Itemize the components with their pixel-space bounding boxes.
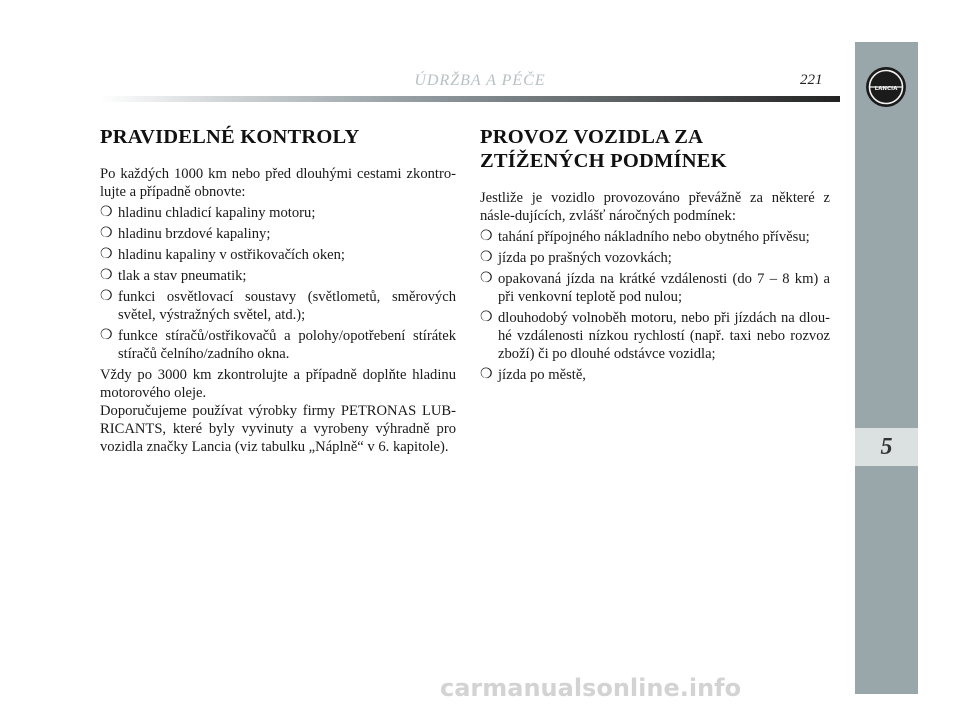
bullet-icon: ❍: [100, 205, 113, 220]
list-item: ❍ funkci osvětlovací soustavy (světlometů, směrových světel, výstražných světel, atd.);: [100, 289, 456, 323]
intro-paragraph: Jestliže je vozidlo provozováno převážně za některé z násle-dujících, zvlášť náročných podmínek:: [480, 190, 830, 224]
lancia-logo-icon: [864, 65, 908, 109]
chapter-tab[interactable]: 5: [855, 428, 918, 466]
recommendation-paragraph: Doporučujeme používat výrobky firmy PETRONAS LUB-RICANTS, které byly vyvinuty a vyrobeny výhradně pro vozidla značky Lancia (viz tabulku „Náplně“ v 6. kapitole).: [100, 403, 456, 455]
list-item: ❍ jízda po městě,: [480, 367, 586, 383]
conditions-list: [480, 228, 830, 384]
bullet-icon: ❍: [480, 250, 493, 265]
bullet-icon: ❍: [480, 310, 493, 325]
bullet-icon: ❍: [100, 289, 113, 304]
bullet-icon: ❍: [100, 268, 113, 283]
intro-paragraph: Po každých 1000 km nebo před dlouhými cestami zkontro-lujte a případně obnovte:: [100, 166, 456, 200]
logo-text: LANCIA: [874, 86, 898, 92]
page-header-title: ÚDRŽBA A PÉČE: [414, 72, 546, 89]
list-item: ❍ dlouhodobý volnoběh motoru, nebo při jízdách na dlou-hé vzdálenosti nízkou rychlostí (např. taxi nebo rozvoz zboží) či po dlouhé odstávce vozidla;: [480, 310, 830, 362]
list-item: ❍ hladinu chladicí kapaliny motoru;: [100, 205, 316, 221]
watermark: carmanualsonline.info: [440, 674, 742, 702]
bullet-icon: ❍: [100, 247, 113, 262]
right-column: [480, 125, 830, 384]
list-item: ❍ tlak a stav pneumatik;: [100, 268, 247, 284]
list-item: ❍ tahání přípojného nákladního nebo obytného přívěsu;: [480, 229, 810, 245]
bullet-icon: ❍: [480, 271, 493, 286]
list-item: ❍ jízda po prašných vozovkách;: [480, 250, 672, 266]
bullet-icon: ❍: [480, 229, 493, 244]
section-title-regular-checks: PRAVIDELNÉ KONTROLY: [100, 126, 360, 148]
left-column: [100, 125, 456, 456]
page-number: 221: [800, 72, 823, 88]
list-item: ❍ opakovaná jízda na krátké vzdálenosti (do 7 – 8 km) a při venkovní teplotě pod nulou;: [480, 271, 830, 305]
oil-check-paragraph: Vždy po 3000 km zkontrolujte a případně doplňte hladinu motorového oleje.: [100, 367, 456, 401]
header-rule: [100, 96, 840, 102]
bullet-icon: ❍: [100, 226, 113, 241]
chapter-sidebar: [855, 42, 918, 694]
list-item: ❍ hladinu brzdové kapaliny;: [100, 226, 271, 242]
bullet-icon: ❍: [100, 328, 113, 343]
list-item: ❍ hladinu kapaliny v ostřikovačích oken;: [100, 247, 345, 263]
bullet-icon: ❍: [480, 367, 493, 382]
list-item: ❍ funkce stíračů/ostřikovačů a polohy/opotřebení stírátek stíračů čelního/zadního okna.: [100, 328, 456, 362]
checks-list: [100, 204, 456, 363]
section-title-severe-conditions: PROVOZ VOZIDLA ZA ZTÍŽENÝCH PODMÍNEK: [480, 126, 727, 172]
